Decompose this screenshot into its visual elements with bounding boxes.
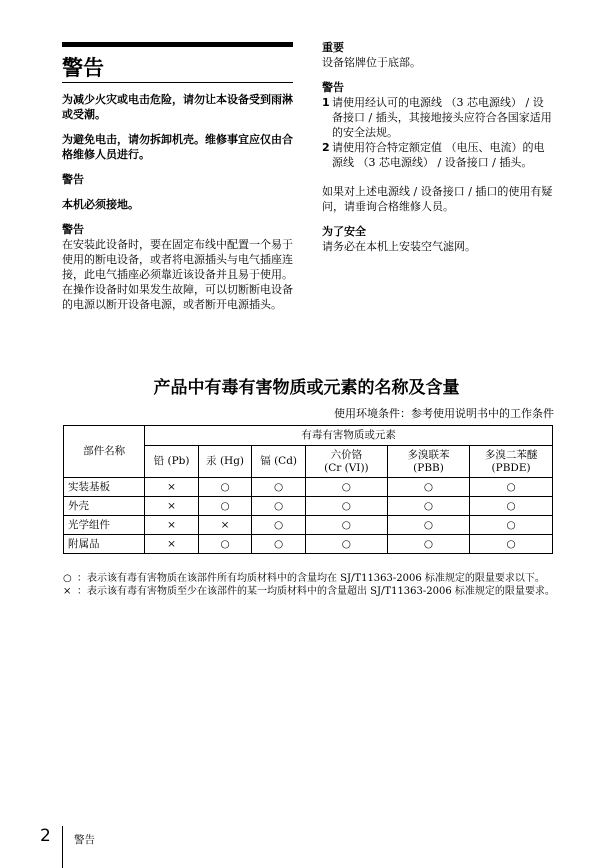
row-name: 外壳 bbox=[64, 497, 145, 516]
note-text: 表示该有毒有害物质至少在该部件的某一均质材料中的含量超出 SJ/T11363-2006 标准规定的限量要求。 bbox=[87, 586, 555, 597]
rohs-title: 产品中有毒有害物质或元素的名称及含量 bbox=[153, 378, 460, 398]
table-row bbox=[64, 497, 553, 516]
table-row bbox=[64, 535, 553, 554]
table-cell: ○ bbox=[387, 478, 469, 497]
important-text: 设备铭牌位于底部。 bbox=[322, 56, 421, 69]
table-cell: ○ bbox=[387, 535, 469, 554]
column-header: 六价铬 (Cr (VI)) bbox=[305, 446, 387, 478]
warning-heading-2: 警告 bbox=[62, 223, 84, 236]
table-cell: ○ bbox=[470, 516, 553, 535]
table-cell: ○ bbox=[252, 516, 306, 535]
warning-heading-right: 警告 bbox=[322, 81, 344, 94]
table-cell: ○ bbox=[305, 497, 387, 516]
header-part-name: 部件名称 bbox=[64, 426, 145, 478]
note-text: 表示该有毒有害物质在该部件所有均质材料中的含量均在 SJ/T11363-2006 标准规定的限量要求以下。 bbox=[87, 573, 545, 584]
table-cell: ○ bbox=[305, 478, 387, 497]
table-row bbox=[64, 478, 553, 497]
table-cell: ○ bbox=[252, 478, 306, 497]
note-item: ○ ： 表示该有毒有害物质在该部件所有均质材料中的含量均在 SJ/T11363-2006 标准规定的限量要求以下。 bbox=[63, 572, 555, 585]
column-header: 汞 (Hg) bbox=[198, 446, 252, 478]
list-item bbox=[322, 140, 554, 170]
table-row bbox=[64, 516, 553, 535]
row-name: 光学组件 bbox=[64, 516, 145, 535]
warning-operation-text: 在操作设备时如果发生故障，可以切断断电设备的电源以断开设备电源，或者断开电源插头。 bbox=[62, 283, 293, 311]
header-substances: 有毒有害物质或元素 bbox=[145, 426, 553, 446]
column-header: 铅 (Pb) bbox=[145, 446, 198, 478]
title-underline bbox=[62, 82, 293, 83]
table-cell: ○ bbox=[252, 535, 306, 554]
left-column bbox=[62, 92, 293, 312]
right-column bbox=[322, 40, 554, 254]
table-cell: ○ bbox=[198, 535, 252, 554]
list-number: 1 bbox=[322, 96, 330, 109]
note-item: × ： 表示该有毒有害物质至少在该部件的某一均质材料中的含量超出 SJ/T11363-2006 标准规定的限量要求。 bbox=[63, 586, 555, 597]
important-heading: 重要 bbox=[322, 41, 344, 54]
note-symbol: ○ bbox=[63, 573, 72, 584]
safety-text: 请务必在本机上安装空气滤网。 bbox=[322, 240, 476, 253]
page-number: 2 bbox=[40, 826, 51, 846]
rohs-table-wrap bbox=[63, 425, 553, 554]
table-cell: ○ bbox=[198, 478, 252, 497]
table-cell: ○ bbox=[470, 497, 553, 516]
table-cell: × bbox=[145, 478, 198, 497]
warning-paragraph-fire: 为减少火灾或电击危险，请勿让本设备受到雨淋或受潮。 bbox=[62, 93, 293, 121]
column-header: 多溴联苯 (PBB) bbox=[387, 446, 469, 478]
table-cell: ○ bbox=[387, 497, 469, 516]
table-cell: ○ bbox=[305, 516, 387, 535]
rohs-condition: 使用环境条件：参考使用说明书中的工作条件 bbox=[334, 407, 554, 420]
column-header: 镉 (Cd) bbox=[252, 446, 306, 478]
row-name: 附属品 bbox=[64, 535, 145, 554]
question-text: 如果对上述电源线 / 设备接口 / 插口的使用有疑问，请垂询合格维修人员。 bbox=[322, 185, 553, 213]
safety-heading: 为了安全 bbox=[322, 225, 366, 238]
footer-section: 警告 bbox=[74, 834, 95, 846]
table-cell: ○ bbox=[470, 478, 553, 497]
warning-paragraph-shock: 为避免电击，请勿拆卸机壳。维修事宜应仅由合格维修人员进行。 bbox=[62, 133, 293, 161]
table-cell: ○ bbox=[252, 497, 306, 516]
footer-divider bbox=[62, 826, 63, 868]
list-number: 2 bbox=[322, 141, 330, 154]
table-cell: × bbox=[145, 535, 198, 554]
table-cell: ○ bbox=[387, 516, 469, 535]
row-name: 实装基板 bbox=[64, 478, 145, 497]
title-rule bbox=[62, 42, 293, 47]
table-cell: × bbox=[198, 516, 252, 535]
rohs-table bbox=[63, 425, 553, 554]
table-cell: ○ bbox=[198, 497, 252, 516]
warning-install-text: 在安装此设备时，要在固定布线中配置一个易于使用的断电设备，或者将电源插头与电气插座连接，此电气插座必须靠近该设备并且易于使用。 bbox=[62, 238, 293, 281]
warning-ground-text: 本机必须接地。 bbox=[62, 198, 139, 211]
table-cell: ○ bbox=[305, 535, 387, 554]
table-cell: × bbox=[145, 516, 198, 535]
rohs-notes bbox=[63, 572, 555, 598]
column-header: 多溴二苯醚 (PBDE) bbox=[470, 446, 553, 478]
page-title: 警告 bbox=[62, 56, 104, 80]
list-text: 请使用经认可的电源线 （3 芯电源线） / 设备接口 / 插头，其接地接头应符合各国家适用的安全法规。 bbox=[332, 96, 552, 139]
note-symbol: × bbox=[63, 586, 72, 597]
warning-heading-1: 警告 bbox=[62, 173, 84, 186]
table-cell: ○ bbox=[470, 535, 553, 554]
table-cell: × bbox=[145, 497, 198, 516]
list-item bbox=[322, 95, 554, 140]
list-text: 请使用符合特定额定值 （电压、电流）的电源线 （3 芯电源线） / 设备接口 / 插头。 bbox=[332, 141, 545, 169]
